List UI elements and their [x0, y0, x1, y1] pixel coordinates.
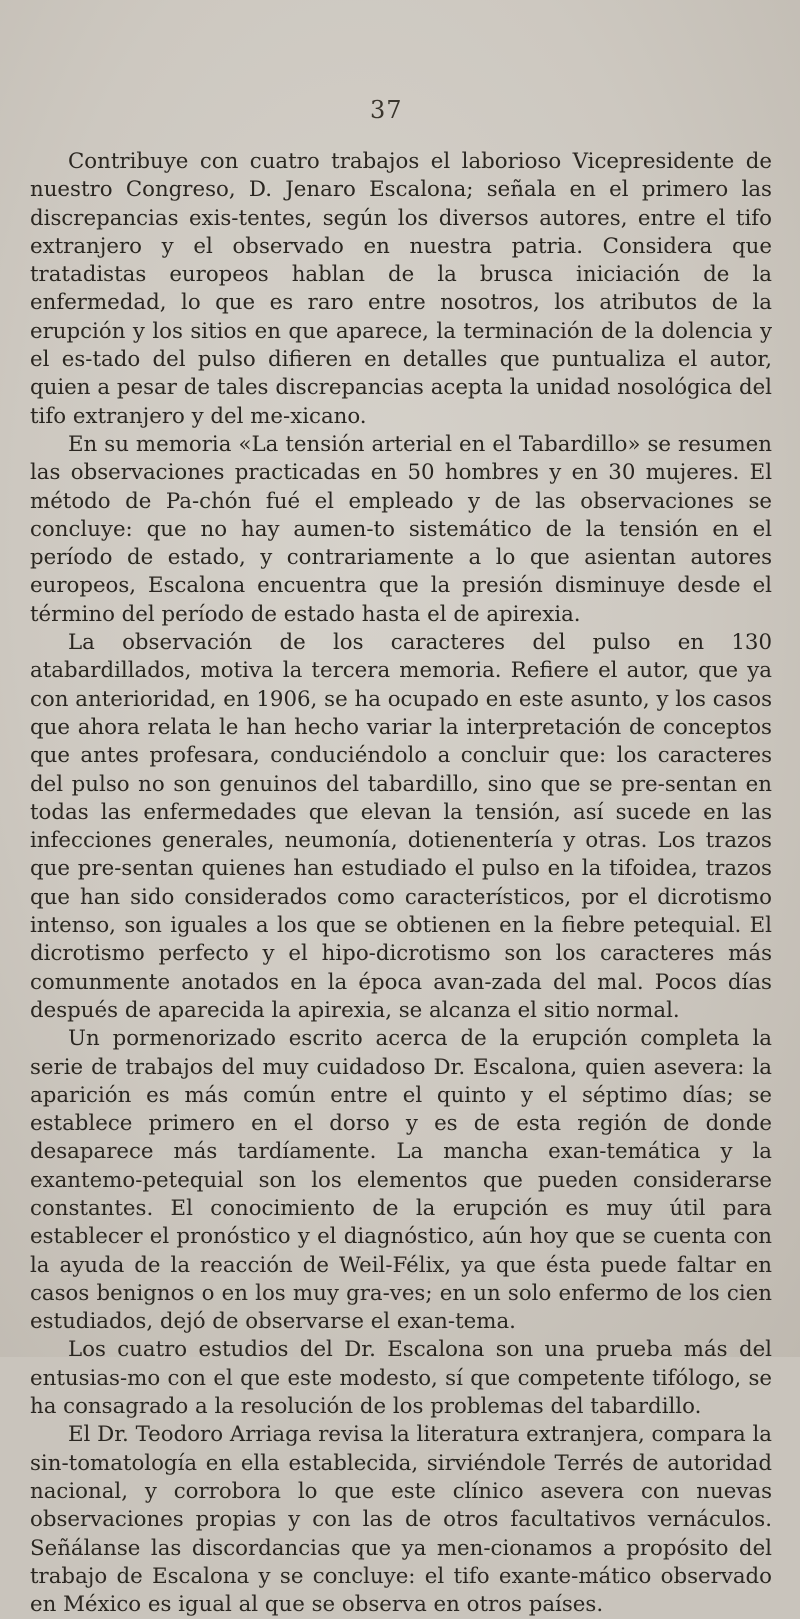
- paragraph: Los cuatro estudios del Dr. Escalona son una prueba más del entusias-mo con el que este modesto, sí que competente tifólogo, se ha consagrado a la resolución de los problemas del tabardillo.: [30, 1337, 772, 1420]
- page-number: 37: [370, 96, 403, 124]
- paragraph: La observación de los caracteres del pulso en 130 atabardillados, motiva la tercera memoria. Refiere el autor, que ya con anterioridad, en 1906, se ha ocupado en este asunto, y los casos que ahora relata le han hecho variar la interpretación de conceptos que antes profesara, conduciéndolo a concluir que: los caracteres del pulso no son genuinos del tabardillo, sino que se pre-sentan en todas las enfermedades que elevan la tensión, así sucede en las infecciones generales, neumonía, dotienentería y otras. Los trazos que pre-sentan quienes han estudiado el pulso en la tifoidea, trazos que han sido considerados como característicos, por el dicrotismo intenso, son iguales a los que se obtienen en la fiebre petequial. El dicrotismo perfecto y el hipo-dicrotismo son los caracteres más comunmente anotados en la época avan-zada del mal. Pocos días después de aparecida la apirexia, se alcanza el sitio normal.: [30, 630, 772, 1023]
- paragraph: Un pormenorizado escrito acerca de la erupción completa la serie de trabajos del muy cuidadoso Dr. Escalona, quien asevera: la aparición es más común entre el quinto y el séptimo días; se establece primero en el dorso y es de esta región de donde desaparece más tardíamente. La mancha exan-temática y la exantemo-petequial son los elementos que pueden considerarse constantes. El conocimiento de la erupción es muy útil para establecer el pronóstico y el diagnóstico, aún hoy que se cuenta con la ayuda de la reacción de Weil-Félix, ya que ésta puede faltar en casos benignos o en los muy gra-ves; en un solo enfermo de los cien estudiados, dejó de observarse el exan-tema.: [30, 1026, 772, 1335]
- paragraph: El Dr. Teodoro Arriaga revisa la literatura extranjera, compara la sin-tomatología en ella establecida, sirviéndole Terrés de autoridad nacional, y corrobora lo que este clínico asevera con nuevas observaciones propias y con las de otros facultativos vernáculos. Señálanse las discordancias que ya men-cionamos a propósito del trabajo de Escalona y se concluye: el tifo exante-mático observado en México es igual al que se observa en otros países.: [30, 1422, 772, 1618]
- paragraph: En su memoria «La tensión arterial en el Tabardillo» se resumen las observaciones practicadas en 50 hombres y en 30 mujeres. El método de Pa-chón fué el empleado y de las observaciones se concluye: que no hay aumen-to sistemático de la tensión en el período de estado, y contrariamente a lo que asientan autores europeos, Escalona encuentra que la presión disminuye desde el término del período de estado hasta el de apirexia.: [30, 431, 772, 627]
- body-text: [30, 148, 772, 1619]
- paragraph: Contribuye con cuatro trabajos el laborioso Vicepresidente de nuestro Congreso, D. Jenaro Escalona; señala en el primero las discrepancias exis-tentes, según los diversos autores, entre el tifo extranjero y el observado en nuestra patria. Considera que tratadistas europeos hablan de la brusca iniciación de la enfermedad, lo que es raro entre nosotros, los atributos de la erupción y los sitios en que aparece, la terminación de la dolencia y el es-tado del pulso difieren en detalles que puntualiza el autor, quien a pesar de tales discrepancias acepta la unidad nosológica del tifo extranjero y del me-xicano.: [30, 149, 772, 429]
